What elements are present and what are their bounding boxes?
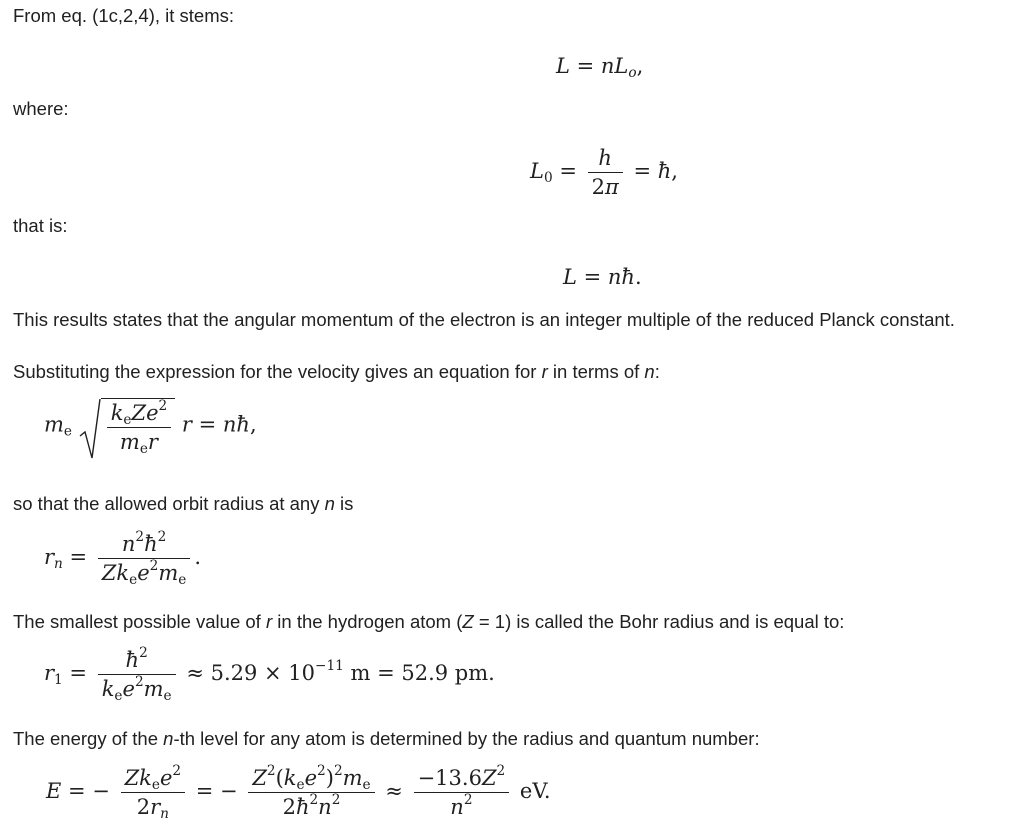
bohr-unit: m = 52.9 pm. (343, 661, 495, 685)
bohr-exponent: −11 (315, 657, 344, 674)
energy-numerator: −13.6 (417, 766, 482, 790)
equation-rn: $r_n$ = $\frac{n^2ħ^2}{Zk_ee^2m_e}$ . (44, 528, 202, 589)
substitute-paragraph: Substituting the expression for the velocity gives an equation for r in terms of n: (13, 361, 660, 382)
equation-energy: E = − $\frac{Zk_ee^2}{2r_n}$ = − $\frac{Z^2(k_ee^2)^2m_e}{2ħ^2n^2}$ ≈ $\frac{-13.6Z^2}{n^2}$ eV. (46, 762, 551, 823)
intro-text: From eq. (1c,2,4), it stems: (13, 5, 235, 26)
eq1-sub: o (628, 65, 637, 82)
where-text: where: (13, 98, 69, 119)
that-is-text: that is: (13, 215, 68, 236)
energy-paragraph: The energy of the n-th level for any atom is determined by the radius and quantum number: (13, 728, 760, 749)
bohr-paragraph: The smallest possible value of r in the hydrogen atom (Z = 1) is called the Bohr radius and is equal to: (13, 611, 845, 632)
equation-L-nhbar: L = nħ. (563, 265, 642, 289)
radius-paragraph: so that the allowed orbit radius at any n is (13, 493, 354, 514)
equation-L-nLo (556, 54, 644, 82)
result-paragraph: This results states that the angular momentum of the electron is an integer multiple of the reduced Planck constant. (13, 309, 955, 330)
equation-L0: $L_0$ = $\frac{h}{2\pi}$ = ħ, (530, 146, 678, 199)
sqrt-symbol: $\frac{k_eZe^2}{m_er}$ (79, 398, 176, 454)
equation-r1: $r_1$ = $\frac{ħ^2}{k_ee^2m_e}$ ≈ $5.29 \times 10^{-11}$ m = 52.9 pm. (44, 644, 495, 705)
bohr-value: ≈ 5.29 × 10 (186, 661, 316, 685)
eq1-main: L = nL (556, 54, 629, 78)
equation-velocity: $m_e$ $\frac{k_eZe^2}{m_er}$ r = nħ, (44, 397, 257, 458)
energy-unit: eV. (519, 779, 551, 803)
eq1-end: , (636, 54, 644, 78)
